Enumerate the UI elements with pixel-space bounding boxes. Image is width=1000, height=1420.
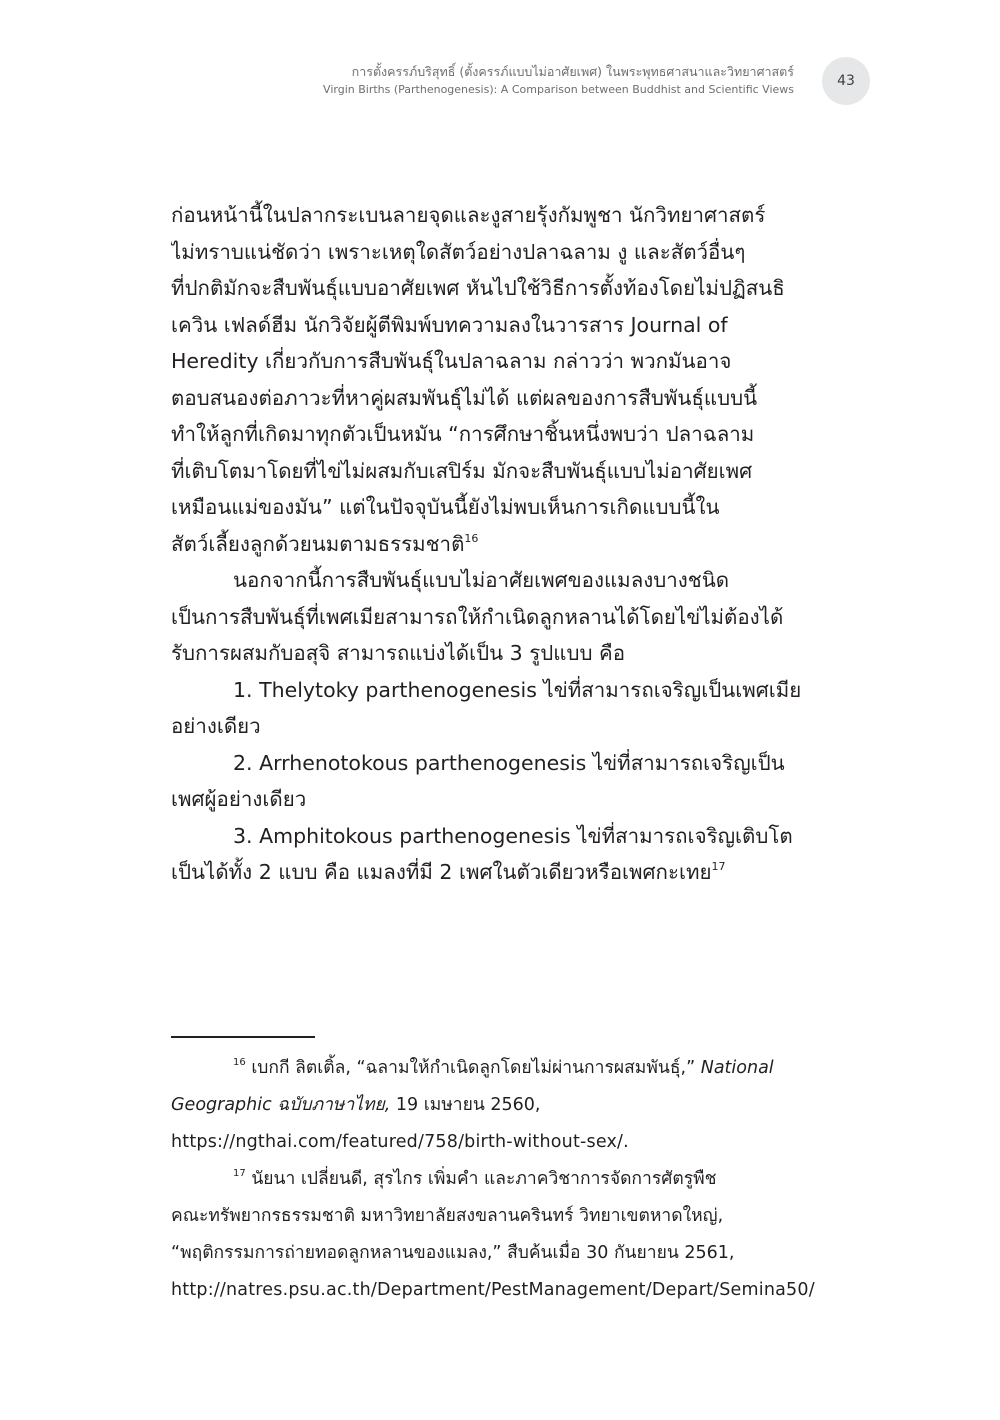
list-item-2-continued: เพศผู้อย่างเดียว: [171, 787, 307, 811]
header-title-thai: การตั้งครรภ์บริสุทธิ์ (ตั้งครรภ์แบบไม่อาศัยเพศ) ในพระพุทธศาสนาและวิทยาศาสตร์: [351, 64, 794, 79]
page-number: 43: [822, 57, 870, 105]
body-text: [171, 197, 859, 891]
list-item-2: [171, 745, 859, 782]
paragraph-2-line: นอกจากนี้การสืบพันธุ์แบบไม่อาศัยเพศของแมลงบางชนิด: [233, 568, 730, 592]
list-term: Amphitokous parthenogenesis: [259, 823, 571, 848]
list-item-1-continued: อย่างเดียว: [171, 714, 261, 738]
header-title-english: Virgin Births (Parthenogenesis): A Comparison between Buddhist and Scientific Views: [323, 83, 794, 96]
list-number: 3.: [233, 823, 253, 848]
footnote-number: 17: [233, 1168, 246, 1179]
footnote-number: 16: [233, 1057, 246, 1068]
footnote-17: [171, 1161, 859, 1198]
paragraph-1-line: ที่ปกติมักจะสืบพันธุ์แบบอาศัยเพศ หันไปใช้วิธีการตั้งท้องโดยไม่ปฏิสนธิ: [171, 276, 785, 300]
footnote-16-line: [171, 1087, 859, 1124]
paragraph-1-line: ก่อนหน้านี้ในปลากระเบนลายจุดและงูสายรุ้งกัมพูชา นักวิทยาศาสตร์: [171, 203, 766, 227]
list-item-3: [171, 818, 859, 855]
running-header: [323, 64, 794, 97]
footnote-17-url: http://natres.psu.ac.th/Department/PestManagement/Depart/Semina50/: [171, 1280, 815, 1300]
paragraph-2-line: เป็นการสืบพันธุ์ที่เพศเมียสามารถให้กำเนิดลูกหลานได้โดยไข่ไม่ต้องได้: [171, 604, 784, 629]
paragraph-1-line: เหมือนแม่ของมัน” แต่ในปัจจุบันนี้ยังไม่พบเห็นการเกิดแบบนี้ใน: [171, 495, 720, 519]
footnote-ref-17: 17: [711, 860, 726, 873]
footnote-text: เบกกี ลิตเติ้ล, “ฉลามให้กำเนิดลูกโดยไม่ผ่านการผสมพันธุ์,”: [251, 1058, 696, 1078]
list-item-1: [171, 672, 859, 709]
footnote-17-line: คณะทรัพยากรธรรมชาติ มหาวิทยาลัยสงขลานครินทร์ วิทยาเขตหาดใหญ่,: [171, 1206, 724, 1226]
paragraph-1-line: ตอบสนองต่อภาวะที่หาคู่ผสมพันธุ์ไม่ได้ แต่ผลของการสืบพันธุ์แบบนี้: [171, 385, 758, 410]
list-text: ไข่ที่สามารถเจริญเป็น: [592, 750, 785, 775]
footnote-ref-16: 16: [464, 531, 479, 545]
footnote-italic: National: [700, 1058, 774, 1078]
footnote-text: 19 เมษายน 2560,: [395, 1095, 541, 1115]
list-text: ไข่ที่สามารถเจริญเป็นเพศเมีย: [543, 677, 802, 702]
list-term: Thelytoky parthenogenesis: [259, 677, 537, 702]
footnote-text: นัยนา เปลี่ยนดี, สุรไกร เพิ่มคำ และภาควิชาการจัดการศัตรูพืช: [251, 1169, 717, 1189]
list-number: 1.: [233, 677, 253, 702]
footnote-italic: Geographic ฉบับภาษาไทย,: [171, 1095, 391, 1115]
footnote-16: [171, 1050, 859, 1087]
list-text: เป็นได้ทั้ง 2 แบบ คือ แมลงที่มี 2 เพศในตัวเดียวหรือเพศกะเทย: [171, 860, 712, 884]
list-item-3-continued: [171, 854, 859, 891]
paragraph-1-line: ไม่ทราบแน่ชัดว่า เพราะเหตุใดสัตว์อย่างปลาฉลาม งู และสัตว์อื่นๆ: [171, 239, 746, 264]
footnotes: [171, 1050, 859, 1309]
paragraph-2-line: รับการผสมกับอสุจิ สามารถแบ่งได้เป็น 3 รูปแบบ คือ: [171, 641, 626, 665]
footnote-16-url: https://ngthai.com/featured/758/birth-without-sex/.: [171, 1132, 629, 1152]
footnote-17-line: “พฤติกรรมการถ่ายทอดลูกหลานของแมลง,” สืบค้นเมื่อ 30 กันยายน 2561,: [171, 1243, 735, 1263]
paragraph-1-line: ทำให้ลูกที่เกิดมาทุกตัวเป็นหมัน “การศึกษาชิ้นหนึ่งพบว่า ปลาฉลาม: [171, 422, 755, 446]
paragraph-1-line: ที่เติบโตมาโดยที่ไข่ไม่ผสมกับเสปิร์ม มักจะสืบพันธุ์แบบไม่อาศัยเพศ: [171, 458, 753, 483]
footnote-separator: [171, 1036, 315, 1038]
paragraph-1-line: สัตว์เลี้ยงลูกด้วยนมตามธรรมชาติ: [171, 531, 465, 556]
list-number: 2.: [233, 750, 253, 775]
paragraph-1-line: Heredity เกี่ยวกับการสืบพันธุ์ในปลาฉลาม กล่าวว่า พวกมันอาจ: [171, 349, 732, 373]
paragraph-1-line: เควิน เฟลด์ฮีม นักวิจัยผู้ตีพิมพ์บทความลงในวารสาร Journal of: [171, 312, 728, 337]
list-text: ไข่ที่สามารถเจริญเติบโต: [577, 823, 793, 848]
list-term: Arrhenotokous parthenogenesis: [259, 750, 587, 775]
paragraph-1-last-line: [171, 526, 859, 563]
